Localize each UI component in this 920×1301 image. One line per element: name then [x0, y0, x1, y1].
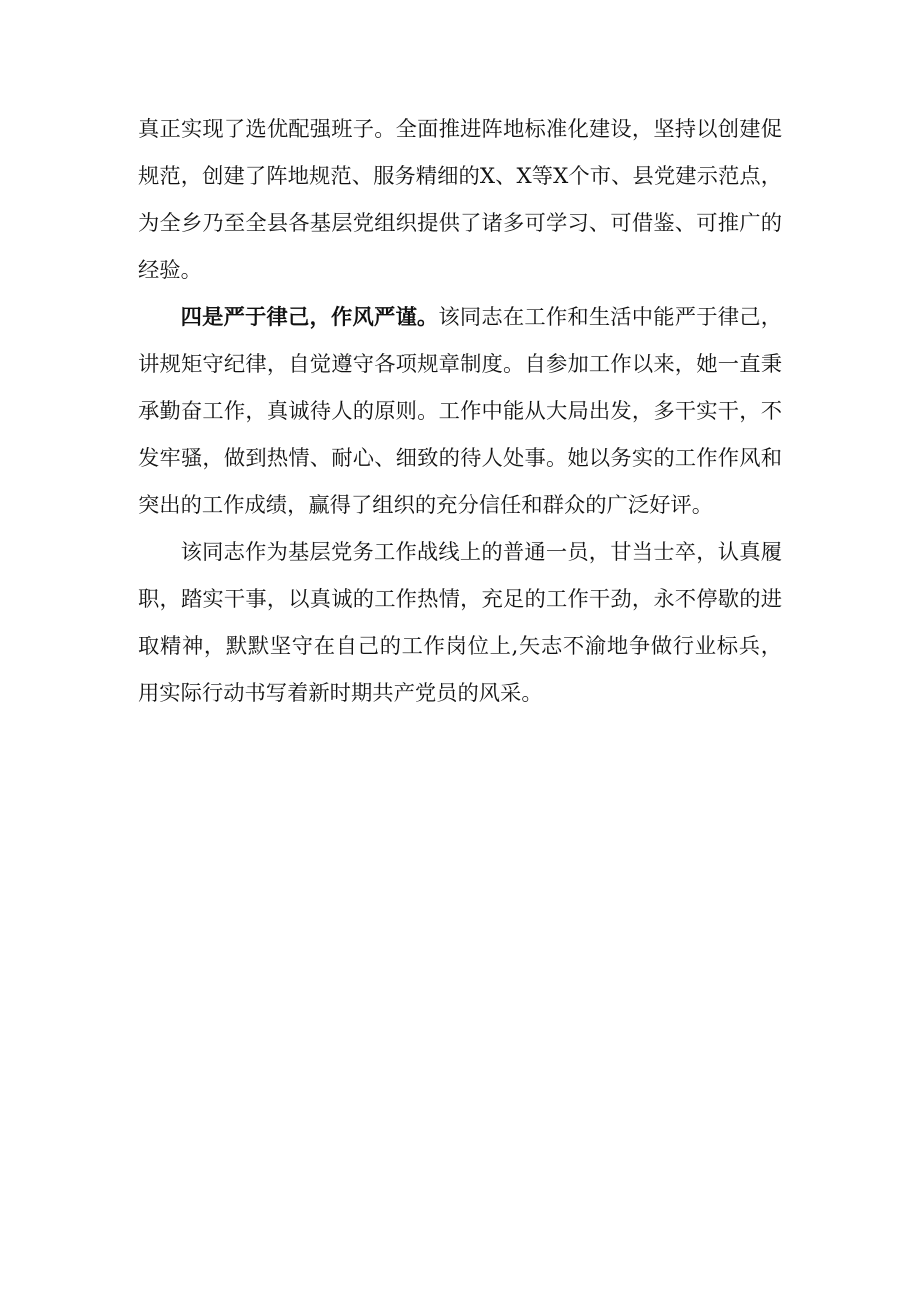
paragraph-text: 真正实现了选优配强班子。全面推进阵地标准化建设，坚持以创建促规范，创建了阵地规范、服务精细的X、X等X个市、县党建示范点，为全乡乃至全县各基层党组织提供了诸多可学习、可借鉴、可推广的经验。: [138, 117, 782, 283]
paragraph-point-four: [138, 294, 782, 529]
paragraph-lead-heading: 四是严于律己，作风严谨。: [180, 305, 439, 330]
document-body: [138, 106, 782, 717]
paragraph-text: 该同志在工作和生活中能严于律己，讲规矩守纪律，自觉遵守各项规章制度。自参加工作以来，她一直秉承勤奋工作，真诚待人的原则。工作中能从大局出发，多干实干，不发牢骚，做到热情、耐心、细致的待人处事。她以务实的工作作风和突出的工作成绩，赢得了组织的充分信任和群众的广泛好评。: [138, 305, 782, 518]
paragraph-text: 该同志作为基层党务工作战线上的普通一员，甘当士卒，认真履职，踏实干事，以真诚的工作热情，充足的工作干劲，永不停歇的进取精神，默默坚守在自己的工作岗位上,矢志不渝地争做行业标兵，用实际行动书写着新时期共产党员的风采。: [138, 540, 782, 706]
paragraph-continuation: [138, 106, 782, 294]
paragraph-summary: [138, 529, 782, 717]
